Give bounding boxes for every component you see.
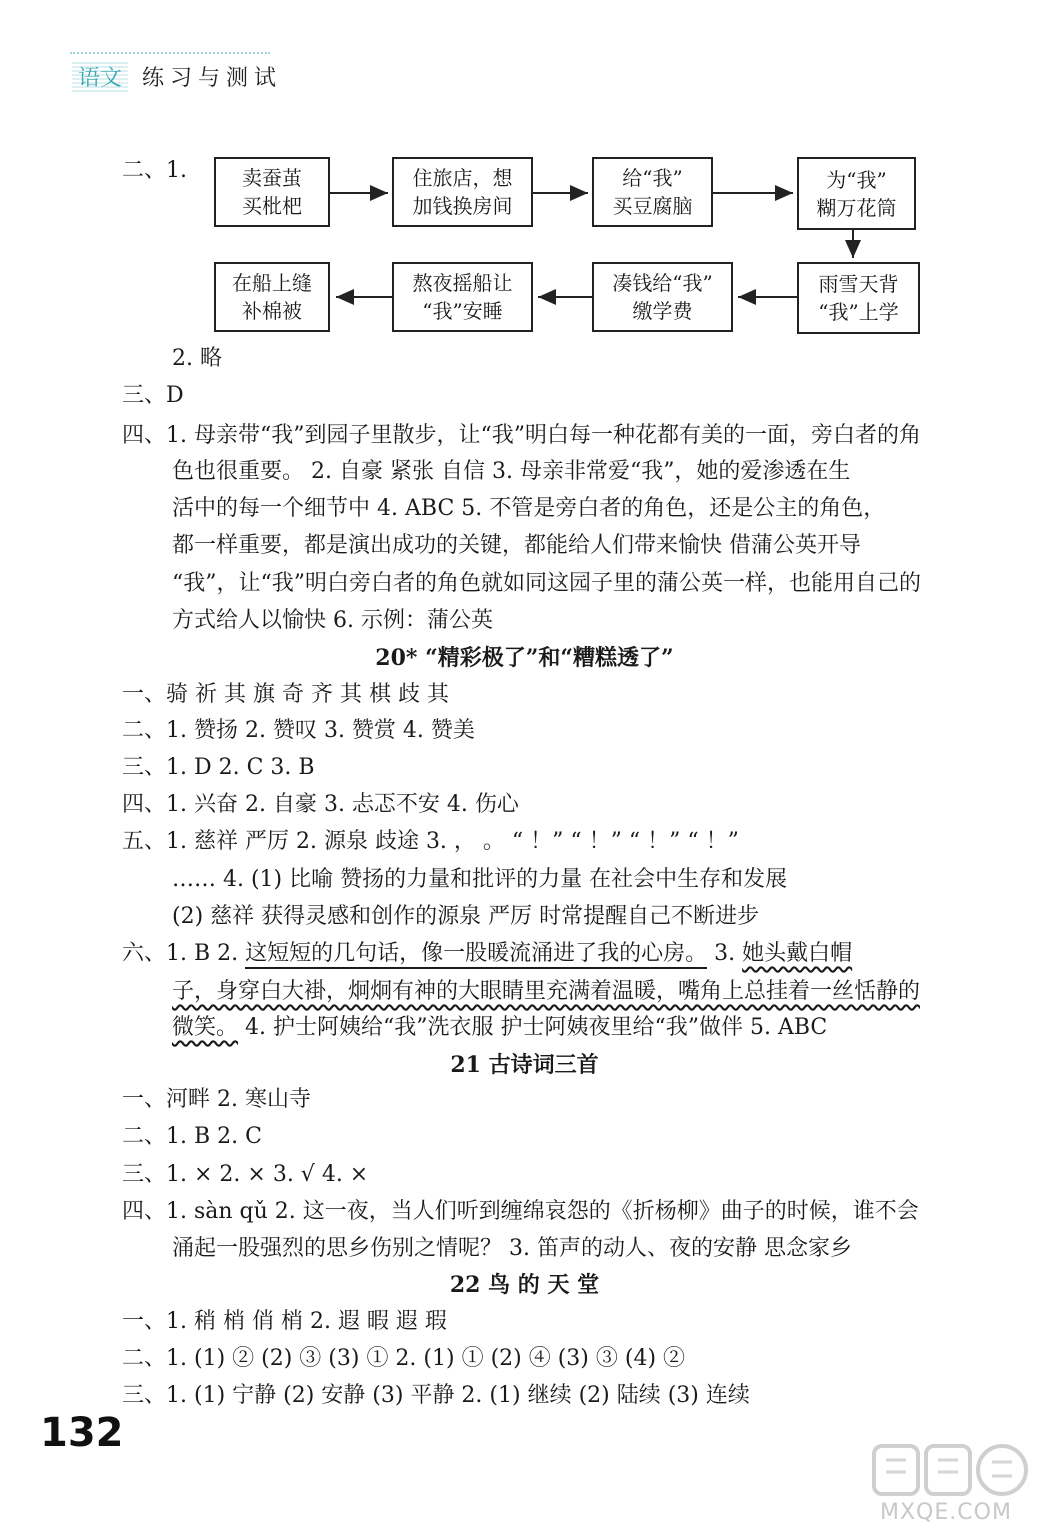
flow-label: 二、1. [122,158,187,183]
answer-line: 三、1. × 2. × 3. √ 4. × [122,1162,369,1187]
flow-box-4: 为“我” 糊万花筒 [797,157,916,230]
flow-box-3: 给“我” 买豆腐脑 [592,157,713,227]
flow-box-7: 熬夜摇船让 “我”安睡 [392,262,533,332]
flow-box-2: 住旅店，想 加钱换房间 [392,157,533,227]
section-title: 21 古诗词三首 [450,1052,599,1078]
answer-line: 色也很重要。 2. 自豪 紧张 自信 3. 母亲非常爱“我”，她的爱渗透在生 [172,459,851,484]
answer-line: 二、1. 赞扬 2. 赞叹 3. 赞赏 4. 赞美 [122,718,475,743]
wavy-underlined-answer: 子，身穿白大褂，炯炯有神的大眼睛里充满着温暖，嘴角上总挂着一丝恬静的 [172,979,921,1004]
answer-line: 2. 略 [172,346,222,371]
answer-line: 二、1. (1) ② (2) ③ (3) ① 2. (1) ① (2) ④ (3) ③ (4) ② [122,1346,686,1371]
answer-line: 三、1. D 2. C 3. B [122,755,315,780]
flow-box-6: 凑钱给“我” 缴学费 [592,262,733,332]
answer-line: 六、1. B 2. 这短短的几句话，像一股暖流涌进了我的心房。 3. 她头戴白帽 [122,939,852,969]
answer-line: 五、1. 慈祥 严厉 2. 源泉 歧途 3. ， 。 “ ！” “ ！” “ ！” “ ！” [122,829,739,854]
answer-line: 方式给人以愉快 6. 示例：蒲公英 [172,608,493,633]
answer-line: 涌起一股强烈的思乡伤别之情呢？ 3. 笛声的动人、夜的安静 思念家乡 [172,1236,852,1261]
answer-line: 四、1. 兴奋 2. 自豪 3. 忐忑不安 4. 伤心 [122,792,519,817]
answer-line: 二、1. B 2. C [122,1124,262,1149]
section-title: 20* “精彩极了”和“糟糕透了” [375,645,674,671]
flow-box-5: 雨雪天背 “我”上学 [797,262,920,334]
answer-line: 都一样重要，都是演出成功的关键，都能给人们带来愉快 借蒲公英开导 [172,533,861,558]
flow-box-1: 卖蚕茧 买枇杷 [214,157,330,227]
underlined-answer: 这短短的几句话，像一股暖流涌进了我的心房。 [245,941,707,969]
answer-line [172,977,920,1007]
answer-line: 三、D [122,383,184,408]
flow-box-8: 在船上缝 补棉被 [214,262,330,332]
answer-line: “我”，让“我”明白旁白者的角色就如同这园子里的蒲公英一样，也能用自己的 [172,571,921,596]
answer-line: 一、骑 祈 其 旗 奇 齐 其 棋 歧 其 [122,682,449,707]
answer-line: (2) 慈祥 获得灵感和创作的源泉 严厉 时常提醒自己不断进步 [172,904,760,929]
answer-line: 四、1. 母亲带“我”到园子里散步，让“我”明白每一种花都有美的一面，旁白者的角 [122,423,921,448]
page-number: 132 [40,1410,124,1456]
answer-line: 四、1. sàn qǔ 2. 这一夜，当人们听到缠绵哀怨的《折杨柳》曲子的时候，谁不会 [122,1199,919,1224]
answer-line: …… 4. (1) 比喻 赞扬的力量和批评的力量 在社会中生存和发展 [172,867,788,892]
answer-line: 三、1. (1) 宁静 (2) 安静 (3) 平静 2. (1) 继续 (2) 陆续 (3) 连续 [122,1383,750,1408]
answer-line: 一、1. 稍 梢 俏 梢 2. 遐 暇 遐 瑕 [122,1309,447,1334]
watermark-text: MXQE.COM [880,1500,1012,1525]
wavy-underlined-answer: 她头戴白帽 [742,941,853,966]
answer-line: 一、河畔 2. 寒山寺 [122,1087,311,1112]
answer-line: 活中的每一个细节中 4. ABC 5. 不管是旁白者的角色，还是公主的角色， [172,496,886,521]
subject-label: 语文 [72,61,128,92]
wavy-underlined-answer: 微笑。 [172,1015,239,1040]
book-title: 练习与测试 [142,65,283,91]
answer-line: 微笑。 4. 护士阿姨给“我”洗衣服 护士阿姨夜里给“我”做伴 5. ABC [172,1015,828,1040]
section-title: 22 鸟 的 天 堂 [449,1272,600,1298]
